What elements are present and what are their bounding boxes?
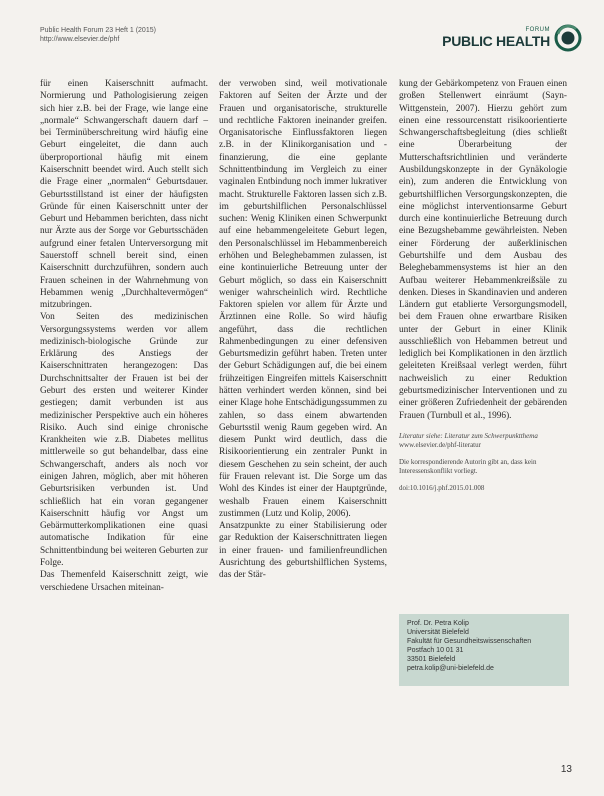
logo-circle-icon	[554, 24, 582, 52]
text-column-3	[399, 78, 567, 493]
text-column-1	[40, 78, 208, 594]
journal-citation: Public Health Forum 23 Heft 1 (2015)	[40, 27, 156, 34]
journal-url: http://www.elsevier.de/phf	[40, 36, 120, 43]
logo-text	[442, 27, 550, 49]
author-name: Prof. Dr. Petra Kolip	[407, 620, 469, 627]
author-address-box	[399, 614, 569, 686]
author-city: 33501 Bielefeld	[407, 656, 456, 663]
logo-small-text: FORUM	[525, 27, 550, 33]
author-faculty: Fakultät für Gesundheitswissenschaften	[407, 638, 532, 645]
page-number: 13	[560, 764, 572, 775]
logo-main-text: PUBLIC HEALTH	[442, 33, 550, 49]
journal-header-meta	[40, 26, 156, 44]
conflict-of-interest-note: Die korrespondierende Autorin gibt an, dass kein Interessenskonflikt vorliegt.	[399, 457, 537, 475]
doi-link[interactable]: doi:10.1016/j.phf.2015.01.008	[399, 483, 485, 492]
literature-label: Literatur siehe: Literatur zum Schwerpunktthema	[399, 431, 538, 440]
author-postbox: Postfach 10 01 31	[407, 647, 464, 654]
author-email[interactable]: petra.kolip@uni-bielefeld.de	[407, 665, 494, 672]
paragraph: Das Themenfeld Kaiserschnitt zeigt, wie verschiedene Ursachen miteinan-	[40, 570, 208, 593]
paragraph: für einen Kaiserschnitt aufmacht. Normierung und Pathologisierung zeigen sich hier z.B. bei der Frage, wie lange eine „normale“ Schwangerschaft dauern darf – bei Terminüberschreitung wird häufig eine Geburt eingeleitet, die dann auch überproportional häufig mit einem Kaiserschnitt beendet wird. Auch stellt sich die Frage einer „normalen“ Geburtsdauer. Geburtsstillstand ist einer der häufigsten Gründe für einen Kaiserschnitt unter der Geburt und Hebammen berichten, dass nicht nur Ärzte aus der Sorge vor Geburtsschäden aufgrund einer fetalen Unterversorgung mit Sauerstoff schnell bereit sind, einen Kaiserschnitt durchzuführen, sondern auch Frauen scheinen in der Wahrnehmung von Hebammen wenig „Durchhaltevermögen“ mitzubringen.	[40, 79, 208, 311]
public-health-forum-logo	[442, 24, 582, 52]
paragraph: Von Seiten des medizinischen Versorgungssystems werden vor allem medizinisch-biologische Gründe zur Erklärung des Anstiegs der Kaiserschnittraten herangezogen: Das Durchschnittsalter der Frauen ist bei der Geburt des ersten und weiterer Kinder gestiegen; damit verbunden ist aus medizinischer Perspektive auch ein höheres Risiko. Auch sind einige chronische Krankheiten wie z.B. Diabetes mellitus mittlerweile so gut behandelbar, dass eine Schwangerschaft, anders als noch vor einigen Jahren, möglich, aber mit höheren Geburtsrisiken verbunden ist. Und schließlich hat ein voran gegangener Kaiserschnitt häufig vor Angst um Gebärmutterkomplikationen eine quasi automatische Indikation für eine Schnittentbindung bei weiteren Geburten zur Folge.	[40, 312, 208, 568]
text-column-2	[219, 78, 387, 582]
paragraph: Ansatzpunkte zu einer Stabilisierung oder gar Reduktion der Kaiserschnittraten liegen in einer frauen- und familienfreundlichen Ausrichtung des geburtshilflichen Systems, das der Stär-	[219, 521, 387, 581]
paragraph: der verwoben sind, weil motivationale Faktoren auf Seiten der Ärzte und der Frauen und organisatorische, strukturelle und rechtliche Faktoren ineinander greifen. Organisatorische Einflussfaktoren liegen z.B. in der Klinikorganisation und -finanzierung, die eine geplante Schnittentbindung im Vergleich zu einer vaginalen Entbindung noch immer lukrativer macht. Strukturelle Faktoren lassen sich z.B. im geburtshilflichen Personalschlüssel suchen: Wenig Kliniken einen Schwerpunkt auf eine hebammengeleitete Geburt legen, den Personalschlüssel im Hebammenbereich erhöhen und Beleghebammen zulassen, ist eine kontinuierliche Betreuung unter der Geburt möglich, so dass ein Kaiserschnitt weniger wahrscheinlich wird. Rechtliche Faktoren spielen vor allem für Ärzte und Ärztinnen eine Rolle. So wird häufig angeführt, dass die rechtlichen Rahmenbedingungen zu einer defensiven Geburtsmedizin geführt haben. Treten unter der Geburt Schädigungen auf, die bei einem frühzeitigen Eingreifen mittels Kaiserschnitt hätten verhindert werden können, sind bei einer Klage hohe Entschädigungssummen zu zahlen, so dass einem abwartenden Geburtsstil wenig Raum gegeben wird. An diesem Punkt wird deutlich, dass die Risikoorientierung ein zentraler Punkt in diesem Geschehen zu sein scheint, der auch für Frauen relevant ist. Die Sorge um das Wohl des Kindes ist einer der Hauptgründe, weshalb Frauen einem Kaiserschnitt zustimmen (Lutz und Kolip, 2006).	[219, 79, 387, 519]
author-institution: Universität Bielefeld	[407, 629, 469, 636]
paragraph: kung der Gebärkompetenz von Frauen einen großen Stellenwert einräumt (Sayn-Wittgenstein, 2007). Hierzu gehört zum einen eine ressourcenstatt risikoorientierte Schwangerschaftsbegleitung (dies schließt eine Überarbeitung der Mutterschaftsrichtlinien und veränderte Ausbildungskonzepte in der Gynäkologie ein), zum anderen die Entwicklung von geburtshilflichen Versorgungskonzepten, die eine möglichst interventionsarme Geburt durch eine kontinuierliche Betreuung durch eine Bezugshebamme gewährleisten. Neben einer Förderung der außerklinischen Geburtshilfe und dem Ausbau des Beleghebammensystems ist hier an den Aufbau weiterer Hebammenkreißsäle zu denken. Dieses in Skandinavien und anderen Ländern gut etablierte Versorgungsmodell, bei dem Frauen ohne erwartbare Risiken unter der Geburt in einer Klinik ausschließlich von Hebammen betreut und lediglich bei Komplikationen in den ärztlich geleiteten Kreißsaal verlegt werden, führt nachweislich zu einer Reduktion geburtsmedizinischer Interventionen und zu einer größeren Zufriedenheit der gebärenden Frauen (Turnbull et al., 1996).	[399, 79, 567, 421]
literature-note	[399, 432, 567, 450]
literature-link[interactable]: www.elsevier.de/phf-literatur	[399, 440, 481, 449]
